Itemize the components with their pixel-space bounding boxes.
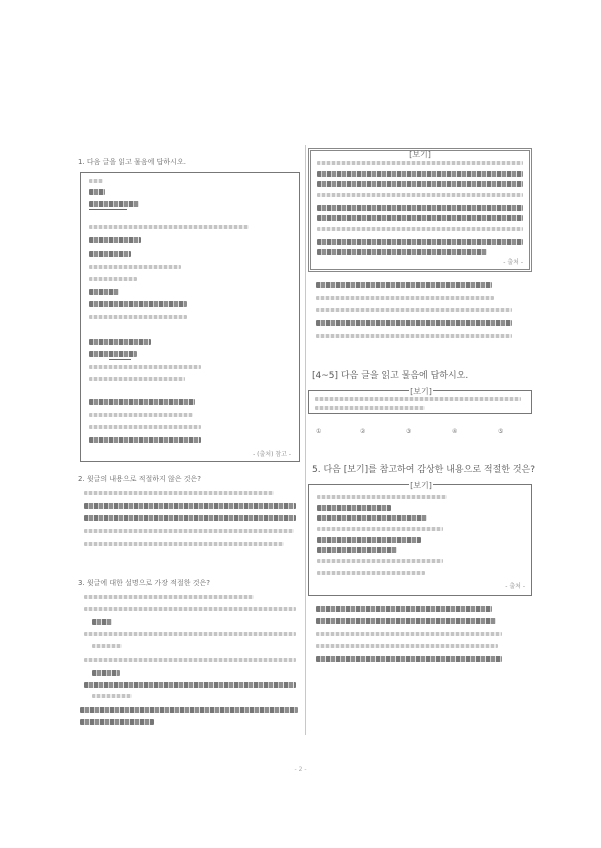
reference-line [317,161,523,165]
choice-4: ④ [452,428,458,435]
passage-source: - (출처) 참고 - [253,451,291,458]
passage-line [89,289,119,295]
passage-line [89,425,201,429]
option-line [316,632,502,636]
reference-line [317,193,523,197]
option-line [84,491,274,495]
underline-mark [89,209,127,210]
reference-line [315,406,425,410]
option-line [92,644,122,648]
reference-line [317,527,443,531]
page-number: - 2 - [294,766,307,773]
reference-box-3 [308,481,532,596]
option-line [80,719,154,725]
option-line [84,682,296,688]
option-line [316,656,502,662]
option-line [316,618,496,624]
reference-line [317,537,421,543]
option-line [316,296,494,300]
reference-box-1 [308,148,532,272]
reference-line [317,559,443,563]
option-line [92,619,112,625]
passage-line [89,399,195,405]
option-line [316,606,492,612]
option-line [316,334,512,338]
passage-line [89,251,131,257]
passage-line [89,277,137,281]
reference-source: - 출처 - [503,259,523,266]
option-line [80,707,298,713]
column-divider [305,145,306,735]
reference-line [317,571,425,575]
box-title: [보기] [410,387,432,396]
option-line [84,529,294,533]
question-3: 3. 윗글에 대한 설명으로 가장 적절한 것은? [78,579,210,587]
passage-line [89,301,187,307]
reference-line [317,515,427,521]
passage-line [89,201,139,207]
passage-line [89,365,201,369]
passage-line [89,237,141,243]
passage-box [80,172,300,462]
passage-line [89,315,187,319]
option-line [316,308,512,312]
passage-line [89,377,185,381]
passage-line [89,179,103,183]
choice-3: ③ [406,428,412,435]
question-lower: 5. 다음 [보기]를 참고하여 감상한 내용으로 적절한 것은? [312,465,535,475]
reference-line [315,397,521,401]
box-title: [보기] [410,481,432,490]
option-line [92,670,120,676]
option-line [316,644,498,648]
reference-source: - 출처 - [505,583,525,590]
passage-line [89,339,151,345]
passage-line [89,437,201,443]
reference-line [317,495,447,499]
passage-line [89,189,105,195]
option-line [84,503,296,509]
option-line [92,694,132,698]
option-line [84,542,284,546]
question-intro: 1. 다음 글을 읽고 물음에 답하시오. [78,158,186,166]
reference-line [317,181,523,187]
reference-line [317,505,391,511]
option-line [316,320,512,326]
option-line [84,595,254,599]
option-line [316,282,492,288]
reference-line [317,547,397,553]
choice-2: ② [360,428,366,435]
question-2: 2. 윗글의 내용으로 적절하지 않은 것은? [78,475,201,483]
option-line [84,515,296,521]
option-line [84,632,296,636]
passage-line [89,265,181,269]
choice-5: ⑤ [498,428,504,435]
reference-line [317,205,523,211]
underline-mark [109,359,131,360]
passage-line [89,351,137,357]
passage-line [89,413,193,417]
passage-line [89,225,249,229]
reference-box-2 [308,387,532,414]
reference-line [317,249,487,255]
reference-line [317,227,523,231]
option-line [84,607,296,611]
box-title: [보기] [409,150,431,159]
choice-1: ① [316,428,322,435]
reference-line [317,215,523,221]
question-mid: [4~5] 다음 글을 읽고 물음에 답하시오. [312,371,469,381]
reference-line [317,239,523,245]
option-line [84,658,296,662]
reference-line [317,171,523,177]
